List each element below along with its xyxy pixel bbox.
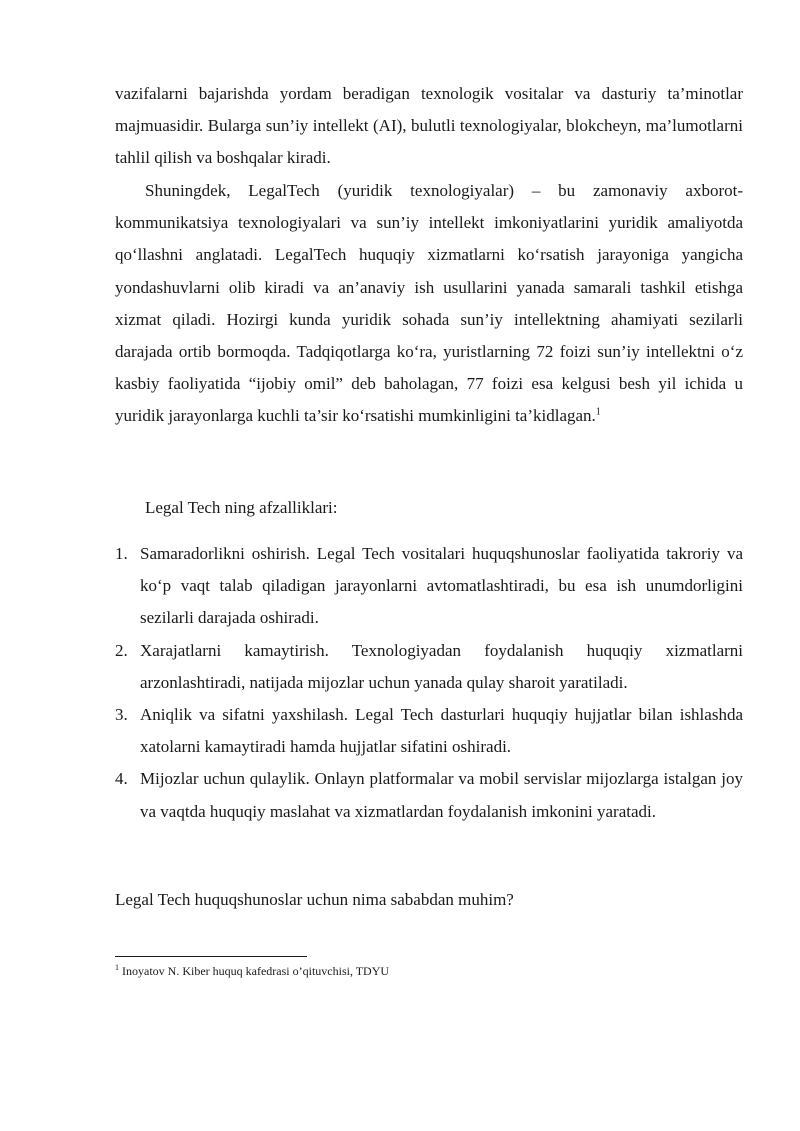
list-item-text: Mijozlar uchun qulaylik. Onlayn platformalar va mobil servislar mijozlarga istalgan joy va vaqtda huquqiy maslahat va xizmatlardan foydalanish imkonini yaratadi. — [140, 769, 743, 821]
footnote-reference[interactable]: 1 — [595, 406, 601, 418]
list-item-number: 3. — [115, 705, 128, 725]
body-paragraph: vazifalarni bajarishda yordam beradigan texnologik vositalar va dasturiy ta’minotlar majmuasidir. Bularga sun’iy intellekt (AI), bulutli texnologiyalar, blokcheyn, ma’lumotlarni tahlil qilish va boshqalar kiradi. — [115, 84, 743, 168]
list-item-text: Samaradorlikni oshirish. Legal Tech vositalari huquqshunoslar faoliyatida takroriy va ko‘p vaqt talab qiladigan jarayonlarni avtomatlashtiradi, bu esa ish unumdorligini sezilarli darajada oshiradi. — [140, 544, 743, 628]
list-item — [115, 635, 743, 699]
list-item — [115, 699, 743, 763]
list-item — [115, 538, 743, 635]
footnote-divider — [115, 956, 307, 957]
footnote-marker: 1 — [115, 963, 119, 972]
list-item-text: Aniqlik va sifatni yaxshilash. Legal Tech dasturlari huquqiy hujjatlar bilan ishlashda xatolarni kamaytiradi hamda hujjatlar sifatini oshiradi. — [140, 705, 743, 757]
footnote-text: Inoyatov N. Kiber huquq kafedrasi o’qituvchisi, TDYU — [122, 964, 390, 978]
closing-question: Legal Tech huquqshunoslar uchun nima sababdan muhim? — [115, 890, 514, 909]
list-item-number: 1. — [115, 544, 128, 563]
body-paragraph-legaltech — [115, 175, 743, 433]
list-item — [115, 763, 743, 827]
advantages-list — [115, 538, 743, 828]
list-item-text: Xarajatlarni kamaytirish. Texnologiyadan foydalanish huquqiy xizmatlarni arzonlashtiradi, natijada mijozlar uchun yanada qulay sharoit yaratiladi. — [140, 640, 743, 692]
paragraph-text: Shuningdek, LegalTech (yuridik texnologiyalar) – bu zamonaviy axborot-kommunikatsiya texnologiyalari va sun’iy intellekt imkoniyatlarini yuridik amaliyotda qo‘llashni anglatadi. LegalTech huquqiy xizmatlarni ko‘rsatish jarayoniga yangicha yondashuvlarni olib kiradi va an’anaviy ish usullarini yanada samarali tashkil etishga xizmat qiladi. Hozirgi kunda yuridik sohada sun’iy intellektning ahamiyati sezilarli darajada ortib bormoqda. Tadqiqotlarga ko‘ra, yuristlarning 72 foizi sun’iy intellektni o‘z kasbiy faoliyatida “ijobiy omil” deb baholagan, 77 foizi esa kelgusi besh yil ichida u yuridik jarayonlarga kuchli ta’sir ko‘rsatishi mumkinligini ta’kidlagan. — [115, 181, 743, 426]
list-item-number: 2. — [115, 640, 128, 660]
section-subheading: Legal Tech ning afzalliklari: — [145, 498, 338, 517]
footnote — [115, 963, 389, 979]
list-item-number: 4. — [115, 769, 128, 789]
